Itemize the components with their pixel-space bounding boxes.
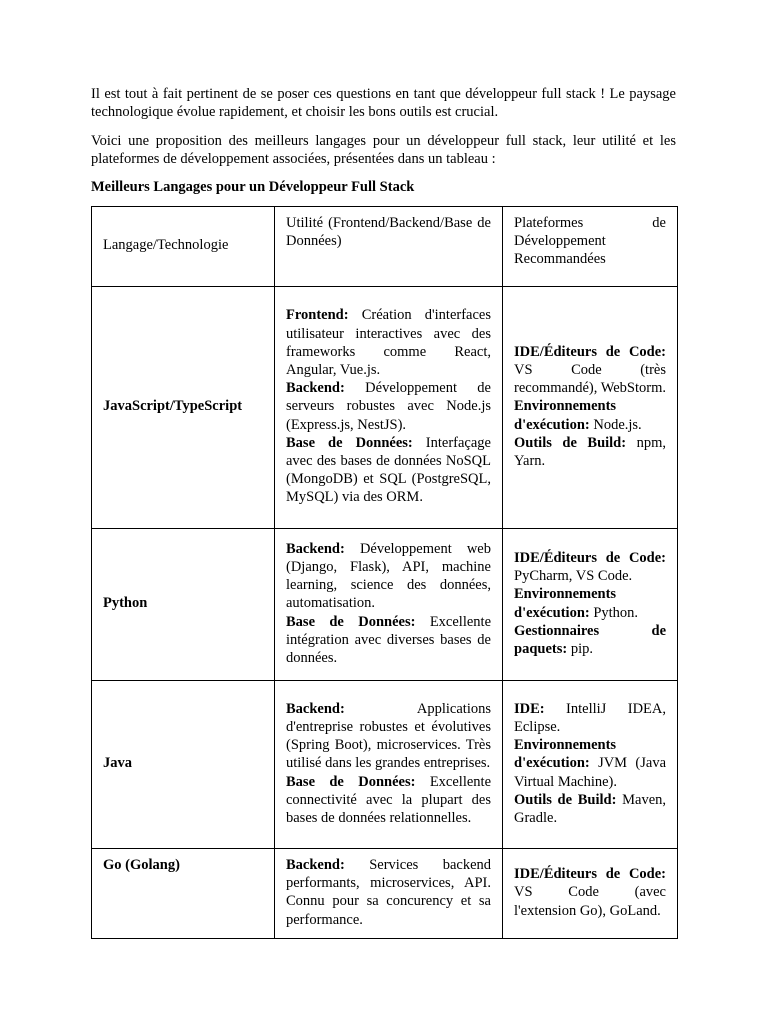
usage-line: Backend: Services backend performants, microservices, API. Connu pour sa concurency et sa performance.: [286, 857, 491, 928]
table-title: Meilleurs Langages pour un Développeur Full Stack: [91, 179, 415, 195]
language-cell: Go (Golang): [92, 849, 275, 939]
platforms-cell: [503, 529, 678, 681]
platform-line: IDE/Éditeurs de Code: VS Code (avec l'extension Go), GoLand.: [514, 866, 666, 919]
usage-line: Base de Données: Interfaçage avec des bases de données NoSQL (MongoDB) et SQL (PostgreSQL, MySQL) via des ORM.: [286, 434, 491, 506]
platform-line: Gestionnaires de paquets: pip.: [514, 622, 666, 657]
intro-paragraph-2: Voici une proposition des meilleurs langages pour un développeur full stack, leur utilité et les plateformes de développement associées, présentées dans un tableau :: [91, 133, 676, 168]
usage-line: Backend: Développement de serveurs robustes avec Node.js (Express.js, NestJS).: [286, 380, 491, 433]
table-row: [92, 849, 678, 939]
table-row: [92, 287, 678, 529]
platform-line: IDE/Éditeurs de Code: PyCharm, VS Code.: [514, 549, 666, 585]
platform-line: Environnements d'exécution: Python.: [514, 586, 639, 621]
table-header-row: [92, 207, 678, 287]
platform-line: IDE/Éditeurs de Code: VS Code (très recommandé), WebStorm.: [514, 343, 666, 397]
platforms-cell: [503, 287, 678, 529]
header-language: Langage/Technologie: [92, 207, 275, 287]
intro-paragraph-1: Il est tout à fait pertinent de se poser ces questions en tant que développeur full stack ! Le paysage technologique évolue rapidement, et choisir les bons outils est crucial.: [91, 86, 676, 121]
platforms-cell: [503, 849, 678, 939]
platform-line: Outils de Build: Maven, Gradle.: [514, 791, 666, 826]
platform-line: Outils de Build: npm, Yarn.: [514, 434, 666, 469]
header-usage: Utilité (Frontend/Backend/Base de Données): [275, 207, 503, 287]
language-cell: JavaScript/TypeScript: [92, 287, 275, 529]
usage-line: Frontend: Création d'interfaces utilisateur interactives avec des frameworks comme React, Angular, Vue.js.: [286, 307, 491, 378]
usage-cell: [275, 849, 503, 939]
usage-line: Backend: Développement web (Django, Flask), API, machine learning, science des données, automatisation.: [286, 540, 491, 612]
header-platforms: Plateformes de Développement Recommandées: [503, 207, 678, 287]
platform-line: Environnements d'exécution: Node.js.: [514, 398, 642, 433]
platforms-cell: [503, 681, 678, 849]
usage-cell: [275, 681, 503, 849]
languages-table: [91, 206, 678, 939]
usage-line: Backend: Applications d'entreprise robustes et évolutives (Spring Boot), microservices. Très utilisé dans les grandes entreprises.: [286, 700, 491, 772]
usage-cell: [275, 529, 503, 681]
table-row: [92, 681, 678, 849]
language-cell: Python: [92, 529, 275, 681]
usage-line: Base de Données: Excellente intégration avec diverses bases de données.: [286, 613, 491, 666]
platform-line: IDE: IntelliJ IDEA, Eclipse.: [514, 700, 666, 735]
usage-cell: [275, 287, 503, 529]
usage-line: Base de Données: Excellente connectivité avec la plupart des bases de données relationnelles.: [286, 773, 491, 826]
table-row: [92, 529, 678, 681]
platform-line: Environnements d'exécution: JVM (Java Virtual Machine).: [514, 737, 666, 790]
language-cell: Java: [92, 681, 275, 849]
